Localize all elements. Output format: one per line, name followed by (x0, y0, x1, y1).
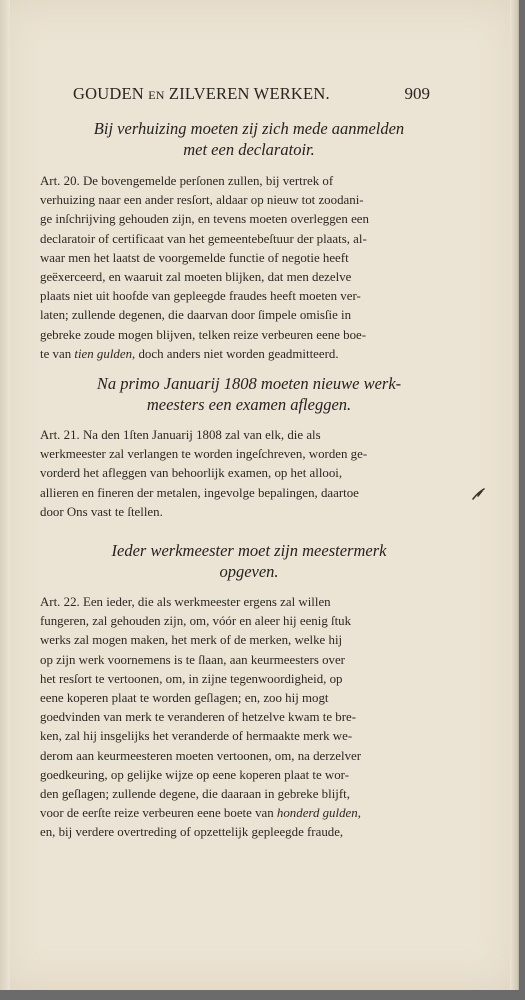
text-line: allieren en fineren der metalen, ingevolge bepalingen, daartoe (40, 485, 359, 500)
text-run: , doch anders niet worden geadmitteerd. (132, 346, 339, 361)
text-line: den geſlagen; zullende degene, die daaraan in gebreke blijft, (40, 786, 350, 801)
heading-line: opgeven. (219, 562, 279, 581)
page-binding-shadow (0, 0, 10, 990)
text-line: werkmeester zal verlangen te worden ingeſchreven, worden ge- (40, 447, 368, 462)
text-line-fine (40, 345, 432, 364)
text-line: laten; zullende degenen, die daarvan door ſimpele omisſie in (40, 308, 352, 323)
text-run: voor de eerſte reize verbeuren eene boete van (40, 806, 277, 821)
fine-amount: tien gulden (74, 346, 133, 361)
text-run: te van (40, 346, 75, 361)
text-run: , (357, 806, 361, 821)
article-20-paragraph (40, 172, 432, 364)
text-line: fungeren, zal gehouden zijn, om, vóór en aleer hij eenig ſtuk (40, 614, 352, 629)
text-line: eene koperen plaat te worden geſlagen; en, zoo hij mogt (40, 690, 329, 705)
header-title-part2: ZILVEREN WERKEN. (164, 84, 330, 103)
text-line: goedvinden van merk te veranderen of hetzelve kwam te bre- (40, 710, 357, 725)
page-edge-shadow (510, 0, 518, 990)
heading-line: Na primo Januarij 1808 moeten nieuwe werk- (96, 374, 402, 393)
text-line: derom aan keurmeesteren moeten vertoonen, om, na derzelver (40, 748, 362, 763)
text-line: gebreke zoude mogen blijven, telken reize verbeuren eene boe- (40, 327, 367, 342)
text-line: waar men het laatst de voorgemelde functie of negotie heeft (40, 250, 349, 265)
text-line: vorderd het afleggen van behoorlijk examen, op het allooi, (40, 466, 343, 481)
section-heading-examen (44, 373, 454, 415)
text-line: declaratoir of certificaat van het gemeentebeſtuur der plaats, al- (40, 231, 367, 246)
text-line: geëxerceerd, en waaruit zal moeten blijken, dat men dezelve (40, 269, 352, 284)
text-line: goedkeuring, op gelijke wijze op eene koperen plaat te wor- (40, 767, 349, 782)
heading-line: meesters een examen afleggen. (146, 395, 352, 414)
text-line: plaats niet uit hoofde van gepleegde fraudes heeft moeten ver- (40, 289, 361, 304)
page-number: 909 (404, 84, 430, 103)
text-line-fine (40, 804, 432, 823)
header-title-part1: GOUDEN (73, 84, 149, 103)
text-line: verhuizing naar een ander resſort, aldaar op nieuw tot zoodani- (40, 193, 364, 208)
article-22-paragraph (40, 593, 432, 842)
running-header (73, 84, 403, 104)
section-heading-verhuizing (44, 118, 454, 160)
article-21-paragraph (40, 426, 432, 522)
text-line: ken, zal hij insgelijks het veranderde of hermaakte merk we- (40, 729, 353, 744)
header-title-conjunction: EN (148, 88, 165, 102)
text-line: Art. 22. Een ieder, die als werkmeester ergens zal willen (40, 595, 331, 609)
text-line: door Ons vast te ſtellen. (40, 504, 163, 519)
heading-line: met een declaratoir. (183, 140, 315, 159)
fine-amount: honderd gulden (276, 806, 358, 821)
text-line: Art. 21. Na den 1ſten Januarij 1808 zal van elk, die als (40, 428, 321, 442)
text-line: werks zal mogen maken, het merk of de merken, welke hij (40, 633, 343, 648)
section-heading-meestermerk (44, 540, 454, 582)
heading-line: Bij verhuizing moeten zij zich mede aanmelden (93, 119, 405, 138)
text-line: en, bij verdere overtreding of opzettelijk gepleegde fraude, (40, 825, 344, 840)
ink-mark-icon (470, 487, 488, 501)
heading-line: Ieder werkmeester moet zijn meestermerk (111, 541, 387, 560)
text-line: ge inſchrijving gehouden zijn, en tevens moeten overleggen een (40, 212, 369, 227)
text-line: het resſort te vertoonen, om, in zijne tegenwoordigheid, op (40, 671, 343, 686)
text-line: Art. 20. De bovengemelde perſonen zullen, bij vertrek of (40, 174, 334, 188)
text-line: op zijn werk voornemens is te ſlaan, aan keurmeesters over (40, 652, 345, 667)
